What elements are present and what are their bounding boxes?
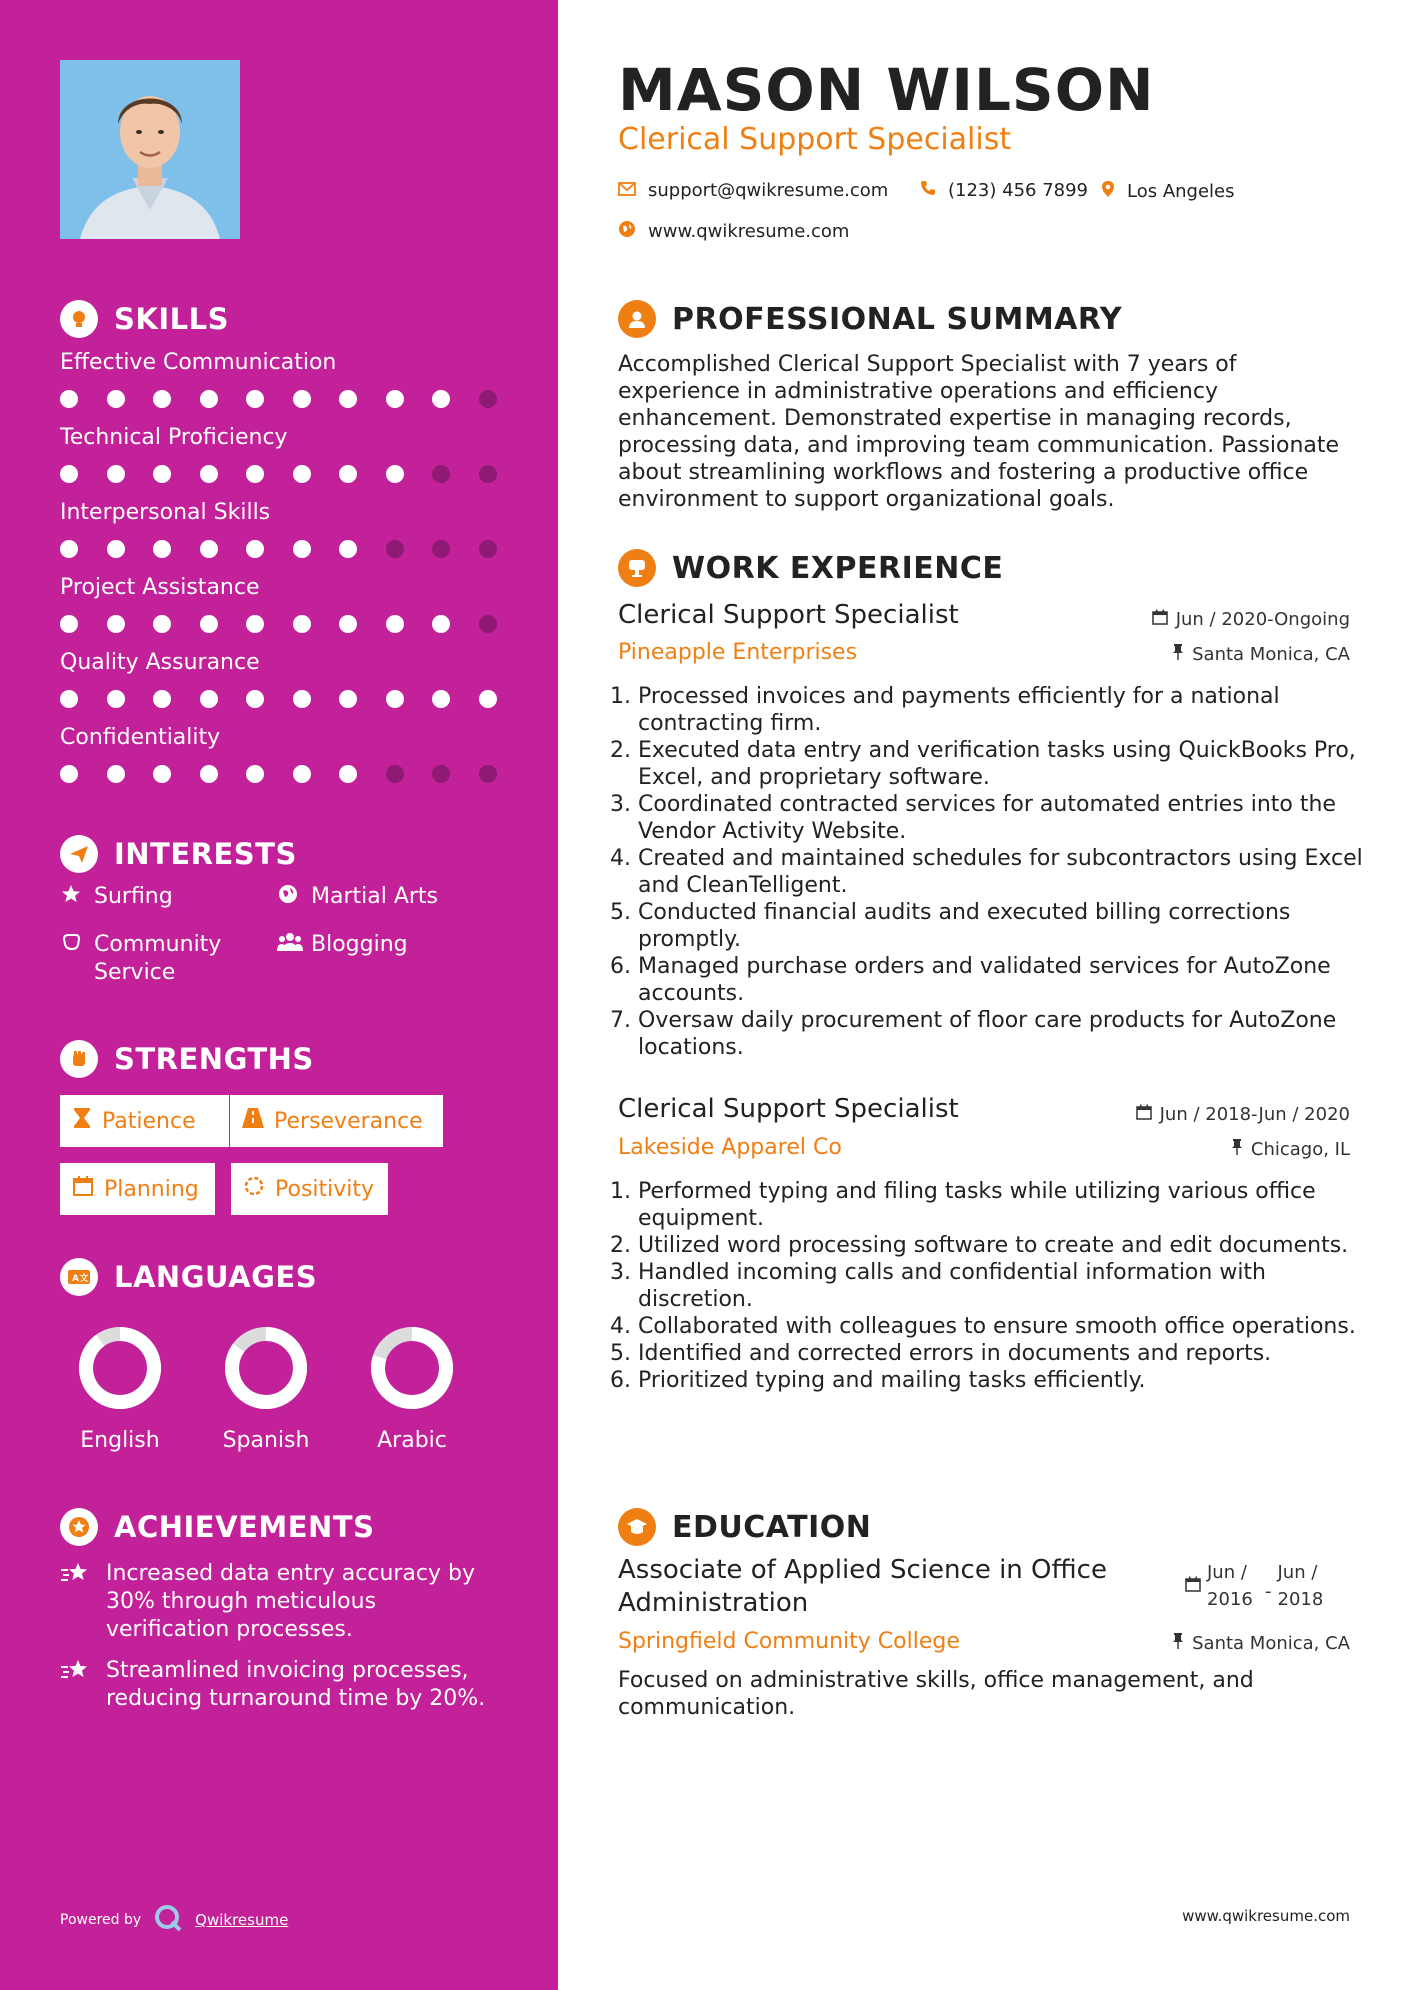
duty-item: 5. Conducted financial audits and executed billing corrections promptly.: [638, 899, 1378, 953]
job-dates: [1152, 609, 1350, 630]
rating-dot-filled: [60, 390, 78, 408]
rating-dot-filled: [386, 465, 404, 483]
job-dates-text: Jun / 2018-Jun / 2020: [1159, 1104, 1350, 1125]
star-icon: [60, 883, 84, 913]
phone-text[interactable]: (123) 456 7899: [948, 180, 1089, 201]
education-title: EDUCATION: [672, 1509, 872, 1545]
map-pin-icon: [1101, 180, 1115, 203]
contact-phone: [920, 180, 1088, 201]
rating-dot-filled: [386, 690, 404, 708]
user-icon: [618, 300, 656, 338]
rating-dot-filled: [293, 690, 311, 708]
skills-title: SKILLS: [114, 302, 229, 336]
interest-label: Blogging: [311, 932, 408, 957]
rating-dot-filled: [339, 465, 357, 483]
skill-name: Confidentiality: [60, 725, 221, 750]
language-ring: [50, 1323, 190, 1417]
interest-label: Community Service: [94, 932, 222, 985]
hourglass-icon: [72, 1107, 92, 1135]
rating-dot-filled: [200, 390, 218, 408]
rating-dot-empty: [386, 765, 404, 783]
education-start: Jun / 2016: [1207, 1562, 1253, 1610]
rating-dot-empty: [386, 540, 404, 558]
skill-name: Effective Communication: [60, 350, 337, 375]
pushpin-icon: [1172, 1633, 1184, 1654]
email-text[interactable]: support@qwikresume.com: [648, 180, 889, 201]
job-location: [1172, 644, 1350, 665]
paper-plane-icon: [60, 835, 98, 873]
contact-email: [618, 180, 888, 201]
shooting-star-icon: [60, 1560, 94, 1644]
summary-heading: [618, 300, 1122, 338]
footer-website[interactable]: www.qwikresume.com: [1182, 1907, 1350, 1925]
rating-dot-empty: [479, 465, 497, 483]
lightbulb-icon: [60, 300, 98, 338]
rating-dot-filled: [386, 390, 404, 408]
skill-rating: [60, 540, 497, 558]
job-title: Clerical Support Specialist: [618, 1094, 959, 1124]
fist-icon: [60, 1040, 98, 1078]
summary-text: Accomplished Clerical Support Specialist with 7 years of experience in administrative operations and efficiency enhancement. Demonstrated expertise in managing records, processing data, and improving team communication. Passionate about streamlining workflows and fostering a productive office environment to support organizational goals.: [618, 352, 1340, 512]
interest-item: [277, 931, 408, 961]
rating-dot-filled: [386, 615, 404, 633]
achievement-text: Streamlined invoicing processes, reducing turnaround time by 20%.: [106, 1658, 486, 1711]
rating-dot-filled: [60, 465, 78, 483]
rating-dot-filled: [432, 615, 450, 633]
powered-by-label: Powered by: [60, 1912, 142, 1928]
duty-item: 7. Oversaw daily procurement of floor care products for AutoZone locations.: [638, 1007, 1378, 1061]
star-badge-icon: [60, 1508, 98, 1546]
rating-dot-filled: [432, 690, 450, 708]
language-label: Spanish: [222, 1428, 310, 1453]
strength-badge: [231, 1163, 388, 1215]
interest-label: Martial Arts: [311, 884, 439, 909]
rating-dot-filled: [200, 690, 218, 708]
rating-dot-filled: [60, 690, 78, 708]
education-description: Focused on administrative skills, office management, and communication.: [618, 1668, 1254, 1720]
rating-dot-empty: [432, 765, 450, 783]
shooting-star-icon: [60, 1657, 94, 1713]
calendar-icon: [1185, 1576, 1201, 1597]
experience-heading: [618, 549, 1003, 587]
company-name: Pineapple Enterprises: [618, 640, 858, 665]
duty-item: 3. Coordinated contracted services for automated entries into the Vendor Activity Website.: [638, 791, 1378, 845]
rating-dot-filled: [432, 390, 450, 408]
summary-title: PROFESSIONAL SUMMARY: [672, 301, 1123, 337]
strength-badge: [60, 1095, 229, 1147]
experience-title: WORK EXPERIENCE: [672, 550, 1004, 586]
interest-item: [60, 883, 173, 913]
achievements-heading: [60, 1508, 374, 1546]
strength-label: Planning: [104, 1176, 199, 1202]
rating-dot-filled: [153, 615, 171, 633]
strength-label: Positivity: [275, 1176, 375, 1202]
job-duties: [618, 1178, 1378, 1394]
rating-dot-filled: [339, 540, 357, 558]
powered-by: [60, 1903, 288, 1937]
job-duties: [618, 683, 1378, 1061]
calendar-icon: [1136, 1104, 1152, 1125]
language-ring: [196, 1323, 336, 1417]
rating-dot-filled: [246, 540, 264, 558]
strength-label: Perseverance: [274, 1108, 423, 1134]
duty-item: 6. Managed purchase orders and validated services for AutoZone accounts.: [638, 953, 1378, 1007]
rating-dot-filled: [246, 465, 264, 483]
rating-dot-empty: [479, 390, 497, 408]
education-location-text: Santa Monica, CA: [1192, 1633, 1350, 1654]
duty-item: 2. Utilized word processing software to create and edit documents.: [638, 1232, 1378, 1259]
education-location: [1172, 1633, 1350, 1654]
skill-name: Interpersonal Skills: [60, 500, 271, 525]
interest-item: [277, 883, 438, 913]
profile-photo: [60, 60, 240, 239]
job-title: Clerical Support Specialist: [618, 600, 959, 630]
briefcase-icon: [618, 549, 656, 587]
skill-rating: [60, 465, 497, 483]
main-content: [558, 0, 1407, 1990]
rating-dot-filled: [339, 690, 357, 708]
rating-dot-filled: [479, 690, 497, 708]
degree-title: Associate of Applied Science in Office Administration: [618, 1555, 1107, 1618]
rating-dot-filled: [293, 615, 311, 633]
language-label: English: [80, 1428, 160, 1453]
rating-dot-filled: [293, 540, 311, 558]
graduation-icon: [618, 1508, 656, 1546]
languages-title: LANGUAGES: [114, 1260, 318, 1294]
rating-dot-filled: [153, 690, 171, 708]
rating-dot-filled: [107, 765, 125, 783]
rating-dot-filled: [339, 390, 357, 408]
achievement-item: [60, 1560, 500, 1644]
rating-dot-filled: [200, 465, 218, 483]
skill-name: Project Assistance: [60, 575, 260, 600]
achievement-text: Increased data entry accuracy by 30% through meticulous verification processes.: [106, 1561, 476, 1642]
rating-dot-filled: [200, 615, 218, 633]
candidate-name: MASON WILSON: [618, 56, 1155, 124]
location-text: Los Angeles: [1127, 181, 1235, 202]
strength-badge: [60, 1163, 215, 1215]
users-icon: [277, 931, 301, 961]
job-location: [1231, 1139, 1350, 1160]
interest-item: [60, 931, 260, 987]
qwikresume-link[interactable]: Qwikresume: [195, 1911, 289, 1929]
strengths-heading: [60, 1040, 314, 1078]
rating-dot-filled: [107, 465, 125, 483]
rating-dot-empty: [479, 765, 497, 783]
globe-icon: [618, 220, 636, 243]
rating-dot-filled: [339, 615, 357, 633]
language-icon: [60, 1258, 98, 1296]
duty-item: 6. Prioritized typing and mailing tasks efficiently.: [638, 1367, 1378, 1394]
education-dates: [1185, 1559, 1330, 1613]
spinner-icon: [243, 1175, 265, 1203]
interests-heading: [60, 835, 297, 873]
rating-dot-filled: [153, 465, 171, 483]
interests-title: INTERESTS: [114, 837, 297, 871]
road-icon: [242, 1108, 264, 1134]
languages-heading: [60, 1258, 317, 1296]
candidate-role: Clerical Support Specialist: [618, 122, 1012, 157]
skill-rating: [60, 390, 497, 408]
website-text[interactable]: www.qwikresume.com: [648, 221, 850, 242]
rating-dot-filled: [153, 540, 171, 558]
rating-dot-filled: [107, 390, 125, 408]
skill-name: Quality Assurance: [60, 650, 260, 675]
achievements-title: ACHIEVEMENTS: [114, 1510, 375, 1544]
skill-name: Technical Proficiency: [60, 425, 288, 450]
rating-dot-empty: [432, 540, 450, 558]
job-dates: [1136, 1104, 1350, 1125]
language-ring: [342, 1323, 482, 1417]
rating-dot-filled: [293, 390, 311, 408]
calendar-icon: [72, 1175, 94, 1203]
rating-dot-filled: [293, 465, 311, 483]
phone-icon: [920, 180, 936, 201]
pushpin-icon: [1231, 1139, 1243, 1160]
qwikresume-logo-icon: [153, 1903, 183, 1937]
sidebar: [0, 0, 558, 1990]
strength-badge: [230, 1095, 443, 1147]
education-heading: [618, 1508, 871, 1546]
language-label: Arabic: [377, 1428, 447, 1453]
language-ring-fill: [86, 1334, 154, 1402]
company-name: Lakeside Apparel Co: [618, 1135, 842, 1160]
rating-dot-filled: [293, 765, 311, 783]
rating-dot-filled: [246, 390, 264, 408]
duty-item: 4. Collaborated with colleagues to ensure smooth office operations.: [638, 1313, 1378, 1340]
contact-website: [618, 220, 849, 243]
hand-icon: [60, 931, 84, 987]
rating-dot-filled: [200, 540, 218, 558]
job-dates-text: Jun / 2020-Ongoing: [1175, 609, 1350, 630]
rating-dot-filled: [153, 765, 171, 783]
skills-heading: [60, 300, 229, 338]
rating-dot-filled: [60, 615, 78, 633]
svg-text:A文: A文: [72, 1274, 89, 1284]
rating-dot-filled: [246, 615, 264, 633]
pushpin-icon: [1172, 644, 1184, 665]
rating-dot-filled: [153, 390, 171, 408]
contact-location: [1101, 180, 1235, 203]
rating-dot-filled: [107, 540, 125, 558]
skill-rating: [60, 615, 497, 633]
duty-item: 1. Performed typing and filing tasks while utilizing various office equipment.: [638, 1178, 1378, 1232]
achievement-item: [60, 1657, 500, 1713]
duty-item: 2. Executed data entry and verification tasks using QuickBooks Pro, Excel, and proprietary software.: [638, 737, 1378, 791]
rating-dot-filled: [339, 765, 357, 783]
education-end: Jun / 2018: [1277, 1562, 1324, 1610]
rating-dot-filled: [246, 765, 264, 783]
rating-dot-filled: [107, 690, 125, 708]
rating-dot-filled: [246, 690, 264, 708]
rating-dot-empty: [432, 465, 450, 483]
calendar-icon: [1152, 609, 1168, 630]
rating-dot-filled: [60, 540, 78, 558]
strength-label: Patience: [102, 1108, 196, 1134]
interest-label: Surfing: [94, 884, 173, 909]
rating-dot-empty: [479, 540, 497, 558]
date-separator: -: [1265, 1580, 1272, 1602]
envelope-icon: [618, 180, 636, 201]
strengths-title: STRENGTHS: [114, 1042, 314, 1076]
duty-item: 1. Processed invoices and payments efficiently for a national contracting firm.: [638, 683, 1378, 737]
rating-dot-empty: [479, 615, 497, 633]
job-location-text: Chicago, IL: [1250, 1139, 1350, 1160]
skill-rating: [60, 690, 497, 708]
duty-item: 5. Identified and corrected errors in documents and reports.: [638, 1340, 1378, 1367]
duty-item: 3. Handled incoming calls and confidential information with discretion.: [638, 1259, 1378, 1313]
globe-icon: [277, 883, 301, 913]
skill-rating: [60, 765, 497, 783]
duty-item: 4. Created and maintained schedules for subcontractors using Excel and CleanTelligent.: [638, 845, 1378, 899]
rating-dot-filled: [200, 765, 218, 783]
rating-dot-filled: [60, 765, 78, 783]
school-name: Springfield Community College: [618, 1629, 960, 1654]
job-location-text: Santa Monica, CA: [1192, 644, 1350, 665]
rating-dot-filled: [107, 615, 125, 633]
